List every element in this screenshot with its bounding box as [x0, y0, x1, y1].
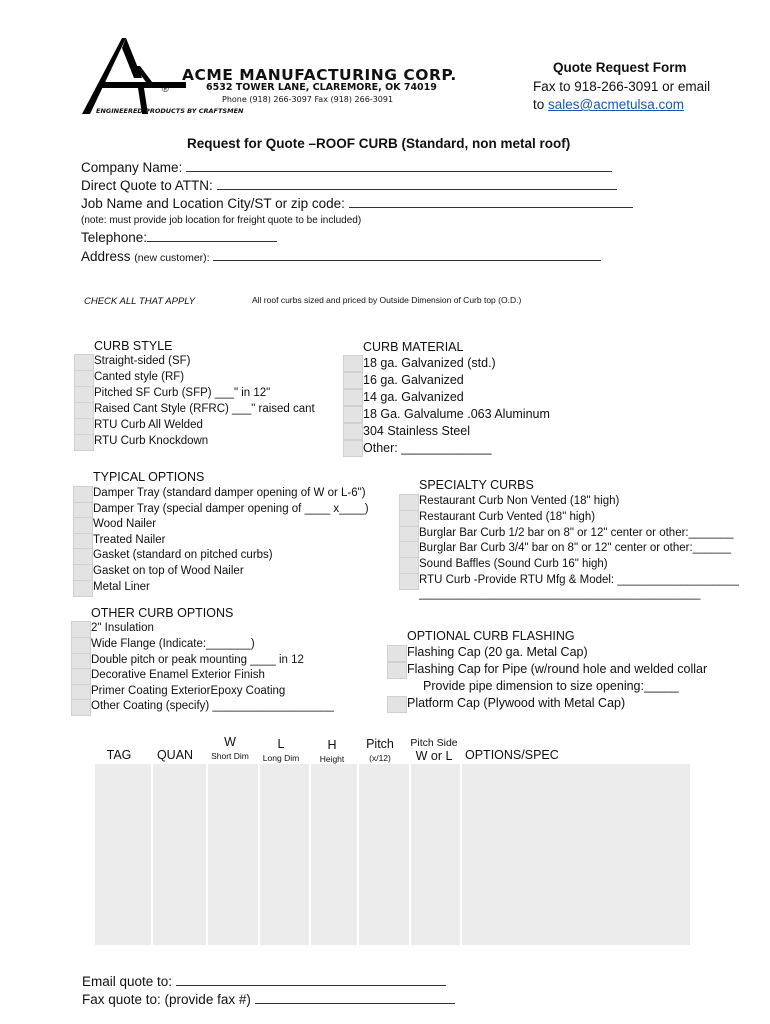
specialty-curb-item: Sound Baffles (Sound Curb 16" high)	[419, 558, 608, 570]
curb-style-checkbox[interactable]	[74, 434, 94, 451]
specialty-curbs-heading: SPECIALTY CURBS	[419, 478, 534, 492]
logo-address: 6532 TOWER LANE, CLAREMORE, OK 74019	[206, 82, 437, 93]
specialty-curb-checkbox[interactable]	[399, 557, 419, 574]
typical-option-checkbox[interactable]	[73, 580, 93, 597]
col-h-sublabel: Height	[319, 754, 345, 764]
specialty-curb-item: RTU Curb -Provide RTU Mfg & Model: ___________________	[419, 574, 739, 586]
job-label: Job Name and Location City/ST or zip code:	[81, 196, 345, 211]
col-w-sublabel: Short Dim	[211, 751, 249, 761]
col-w-label: W	[224, 735, 236, 749]
other-option-item: Wide Flange (Indicate:_______)	[91, 638, 255, 650]
typical-option-item: Wood Nailer	[93, 518, 157, 530]
curb-style-heading: CURB STYLE	[94, 339, 173, 353]
to-label: to	[533, 97, 545, 112]
flashing-checkbox[interactable]	[387, 645, 407, 662]
specialty-curb-item: Restaurant Curb Vented (18" high)	[419, 511, 596, 523]
curb-material-checkbox[interactable]	[343, 440, 363, 457]
typical-option-item: Metal Liner	[93, 581, 150, 593]
col-w-header	[205, 735, 255, 761]
specialty-curb-checkbox[interactable]	[399, 573, 419, 590]
h-column-field[interactable]	[311, 764, 357, 945]
typical-option-item: Gasket (standard on pitched curbs)	[93, 549, 273, 561]
curb-material-item: 18 ga. Galvanized (std.)	[363, 356, 496, 370]
curb-material-item: 304 Stainless Steel	[363, 424, 471, 438]
quan-column-field[interactable]	[153, 764, 206, 945]
specialty-curb-item: Burglar Bar Curb 3/4" bar on 8" or 12" center or other:______	[419, 542, 732, 554]
other-option-item: Primer Coating ExteriorEpoxy Coating	[91, 685, 286, 697]
col-side-sublabel: W or L	[415, 749, 453, 763]
address-label: Address	[81, 249, 131, 264]
side-column-field[interactable]	[411, 764, 460, 945]
typical-option-item: Gasket on top of Wood Nailer	[93, 565, 244, 577]
curb-style-item: Straight-sided (SF)	[94, 355, 191, 367]
curb-style-item: Canted style (RF)	[94, 371, 185, 383]
curb-material-checkbox[interactable]	[343, 406, 363, 423]
specialty-curb-item: Restaurant Curb Non Vented (18" high)	[419, 495, 620, 507]
address-sublabel: (new customer):	[134, 252, 210, 264]
curb-material-checkbox[interactable]	[343, 389, 363, 406]
address-field[interactable]	[213, 260, 601, 261]
typical-option-checkbox[interactable]	[73, 486, 93, 503]
curb-style-item: Raised Cant Style (RFRC) ___" raised cant	[94, 403, 315, 415]
curb-material-item: 18 Ga. Galvalume .063 Aluminum	[363, 407, 550, 421]
curb-style-item: RTU Curb Knockdown	[94, 435, 209, 447]
col-quan-header: QUAN	[156, 748, 194, 762]
col-l-label: L	[277, 737, 285, 751]
email-link[interactable]: sales@acmetulsa.com	[548, 97, 685, 112]
curb-material-checkbox[interactable]	[343, 423, 363, 440]
check-all-label: CHECK ALL THAT APPLY	[84, 296, 196, 307]
col-tag-header: TAG	[106, 748, 132, 762]
curb-style-checkbox[interactable]	[74, 354, 94, 371]
col-side-header	[405, 737, 463, 763]
sizing-note: All roof curbs sized and priced by Outside Dimension of Curb top (O.D.)	[252, 295, 522, 305]
col-spec-header: OPTIONS/SPEC	[465, 748, 559, 762]
flashing-item: Platform Cap (Plywood with Metal Cap)	[407, 696, 626, 710]
other-options-heading: OTHER CURB OPTIONS	[91, 606, 234, 620]
other-option-checkbox[interactable]	[71, 637, 91, 654]
specialty-curb-checkbox[interactable]	[399, 541, 419, 558]
flashing-item: Flashing Cap for Pipe (w/round hole and welded collar	[407, 662, 708, 676]
col-pitch-header	[359, 737, 401, 763]
col-pitch-label: Pitch	[366, 737, 394, 751]
email-quote-label: Email quote to:	[82, 974, 173, 989]
specialty-curb-extra-line[interactable]: ____________________________________________	[419, 588, 701, 600]
specialty-curb-checkbox[interactable]	[399, 494, 419, 511]
fax-quote-label: Fax quote to: (provide fax #)	[82, 992, 251, 1007]
attn-field[interactable]	[217, 189, 617, 190]
col-l-sublabel: Long Dim	[262, 753, 300, 763]
curb-material-item: 14 ga. Galvanized	[363, 390, 464, 404]
attn-label: Direct Quote to ATTN:	[81, 178, 213, 193]
logo-company-name: ACME MANUFACTURING CORP.	[182, 66, 457, 84]
curb-style-item: RTU Curb All Welded	[94, 419, 203, 431]
typical-option-item: Treated Nailer	[93, 534, 166, 546]
pitch-column-field[interactable]	[359, 764, 409, 945]
curb-style-checkbox[interactable]	[74, 402, 94, 419]
typical-options-heading: TYPICAL OPTIONS	[93, 470, 205, 484]
job-field[interactable]	[349, 207, 633, 208]
other-option-item: Decorative Enamel Exterior Finish	[91, 669, 265, 681]
page-title: Request for Quote –ROOF CURB (Standard, non metal roof)	[187, 136, 571, 151]
col-l-header	[258, 737, 304, 763]
curb-material-item: Other: _____________	[363, 441, 492, 455]
col-side-label: Pitch Side	[410, 737, 458, 749]
curb-style-checkbox[interactable]	[74, 386, 94, 403]
job-note: (note: must provide job location for freight quote to be included)	[81, 215, 362, 226]
l-column-field[interactable]	[260, 764, 309, 945]
flashing-checkbox[interactable]	[387, 696, 407, 713]
typical-option-item: Damper Tray (standard damper opening of W or L-6")	[93, 487, 366, 499]
curb-style-checkbox[interactable]	[74, 418, 94, 435]
col-h-header	[310, 738, 354, 764]
curb-style-item: Pitched SF Curb (SFP) ___" in 12"	[94, 387, 271, 399]
form-title: Quote Request Form	[553, 60, 687, 75]
specialty-curb-checkbox[interactable]	[399, 510, 419, 527]
company-name-label: Company Name:	[81, 160, 183, 175]
flashing-checkbox[interactable]	[387, 662, 407, 679]
curb-material-heading: CURB MATERIAL	[363, 340, 464, 354]
fax-quote-field[interactable]	[255, 1003, 455, 1004]
other-option-item: Double pitch or peak mounting ____ in 12	[91, 654, 304, 666]
typical-option-checkbox[interactable]	[73, 517, 93, 534]
flashing-item: Flashing Cap (20 ga. Metal Cap)	[407, 645, 588, 659]
acme-logo-icon	[82, 36, 192, 116]
email-quote-field[interactable]	[176, 985, 446, 986]
curb-material-item: 16 ga. Galvanized	[363, 373, 464, 387]
spec-column-field[interactable]	[462, 764, 690, 945]
other-option-checkbox[interactable]	[71, 621, 91, 638]
registered-mark: ®	[162, 84, 169, 94]
curb-material-checkbox[interactable]	[343, 355, 363, 372]
col-pitch-sublabel: (x/12)	[369, 753, 391, 763]
telephone-field[interactable]	[147, 241, 277, 242]
curb-style-checkbox[interactable]	[74, 370, 94, 387]
flashing-pipe-note: Provide pipe dimension to size opening:_____	[423, 679, 679, 693]
company-name-field[interactable]	[186, 171, 612, 172]
telephone-label: Telephone:	[81, 230, 148, 245]
other-option-item: 2" Insulation	[91, 622, 154, 634]
other-option-checkbox[interactable]	[71, 668, 91, 685]
flashing-heading: OPTIONAL CURB FLASHING	[407, 629, 575, 643]
typical-option-checkbox[interactable]	[73, 564, 93, 581]
fax-instruction: Fax to 918-266-3091 or email	[533, 79, 711, 94]
typical-option-checkbox[interactable]	[73, 548, 93, 565]
other-option-item: Other Coating (specify) ___________________	[91, 700, 334, 712]
logo-phone: Phone (918) 266-3097 Fax (918) 266-3091	[222, 95, 394, 104]
curb-material-checkbox[interactable]	[343, 372, 363, 389]
specialty-curb-item: Burglar Bar Curb 1/2 bar on 8" or 12" center or other:_______	[419, 527, 734, 539]
col-h-label: H	[327, 738, 337, 752]
w-column-field[interactable]	[208, 764, 258, 945]
typical-option-item: Damper Tray (special damper opening of ____ x____)	[93, 503, 369, 515]
tag-column-field[interactable]	[95, 764, 151, 945]
logo-tagline: ENGINEERED PRODUCTS BY CRAFTSMEN	[96, 107, 244, 115]
other-option-checkbox[interactable]	[71, 699, 91, 716]
